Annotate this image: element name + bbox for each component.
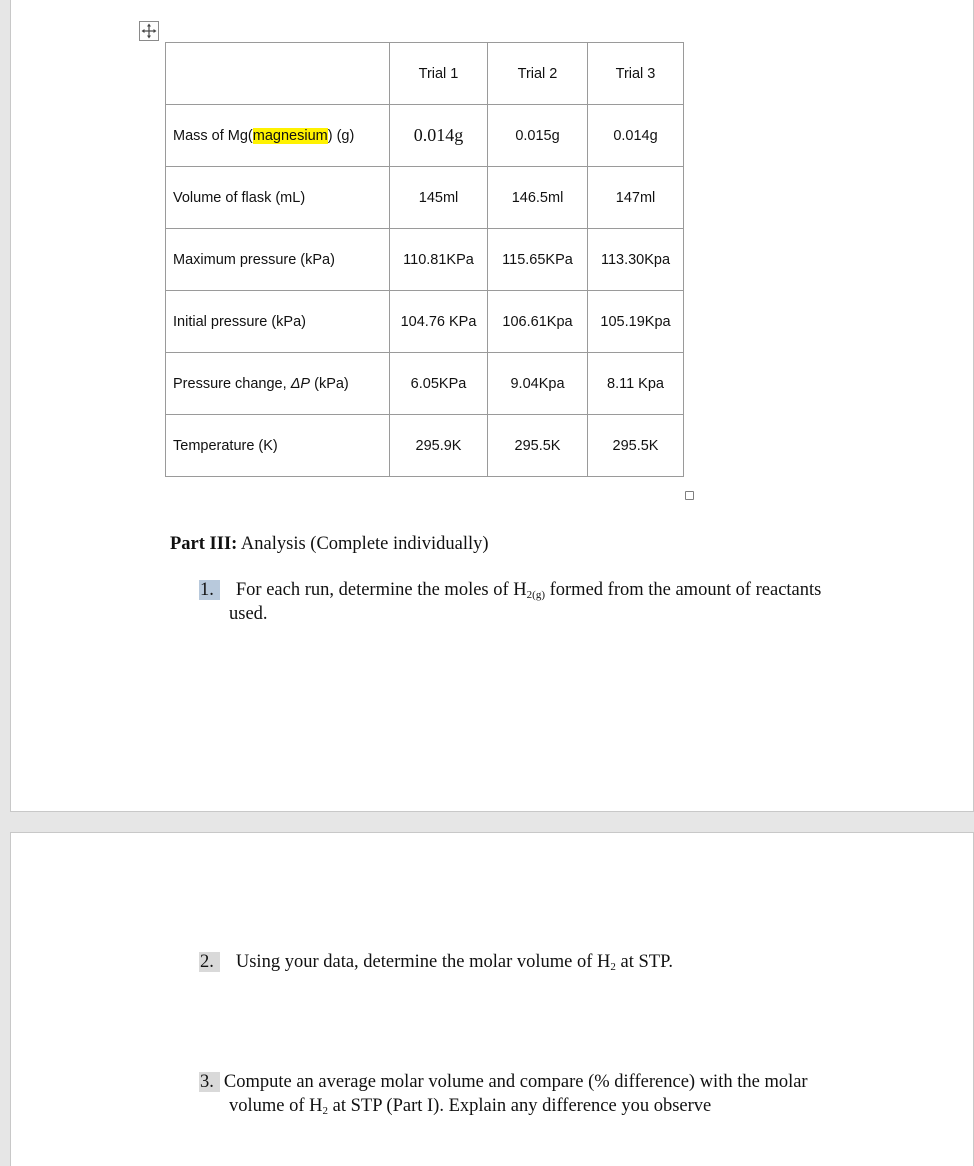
- cell-mass-trial-3[interactable]: 0.014g: [588, 105, 684, 167]
- subscript: 2(g): [526, 589, 545, 601]
- list-number: 1.: [199, 580, 220, 600]
- cell-pressure-change-trial-2[interactable]: 9.04Kpa: [488, 353, 588, 415]
- row-label-initial-pressure[interactable]: Initial pressure (kPa): [166, 291, 390, 353]
- question-text: at STP.: [615, 952, 673, 972]
- label-text: Mass of Mg(: [173, 127, 253, 144]
- question-2: [199, 952, 673, 973]
- cell-volume-trial-2[interactable]: 146.5ml: [488, 167, 588, 229]
- heading-rest: Analysis (Complete individually): [237, 534, 489, 554]
- question-text: Compute an average molar volume and compare (% difference) with the molar: [223, 1072, 808, 1092]
- delta-p-symbol: ΔP: [290, 375, 311, 392]
- question-1: [199, 580, 821, 601]
- question-text: Using your data, determine the molar volume of H: [235, 952, 611, 972]
- highlighted-text: magnesium: [252, 127, 328, 144]
- cell-temperature-trial-1[interactable]: 295.9K: [390, 415, 488, 477]
- question-text: formed from the amount of reactants: [544, 580, 822, 600]
- heading-bold: Part III:: [170, 534, 238, 554]
- cell-max-pressure-trial-2[interactable]: 115.65KPa: [488, 229, 588, 291]
- cell-temperature-trial-3[interactable]: 295.5K: [588, 415, 684, 477]
- cell-mass-trial-1[interactable]: 0.014g: [390, 105, 488, 167]
- question-text: at STP (Part I). Explain any difference you observe: [328, 1096, 712, 1116]
- list-number: 2.: [199, 952, 220, 972]
- data-table: [165, 42, 684, 477]
- label-text: ) (g): [327, 127, 355, 144]
- table-row-pressure-change: [166, 353, 684, 415]
- cell-pressure-change-trial-3[interactable]: 8.11 Kpa: [588, 353, 684, 415]
- question-text: For each run, determine the moles of H: [235, 580, 527, 600]
- label-text: Pressure change,: [173, 375, 291, 392]
- question-3-line-2: [229, 1096, 711, 1117]
- row-label-max-pressure[interactable]: Maximum pressure (kPa): [166, 229, 390, 291]
- label-text: (kPa): [310, 375, 349, 392]
- question-1-line-2: used.: [229, 604, 268, 624]
- row-label-volume[interactable]: Volume of flask (mL): [166, 167, 390, 229]
- table-row-mass: [166, 105, 684, 167]
- list-number: 3.: [199, 1072, 220, 1092]
- header-cell-trial-3[interactable]: Trial 3: [588, 43, 684, 105]
- cell-initial-pressure-trial-2[interactable]: 106.61Kpa: [488, 291, 588, 353]
- table-row-temperature: [166, 415, 684, 477]
- table-resize-handle-icon[interactable]: [685, 491, 694, 500]
- analysis-heading: [170, 534, 489, 555]
- question-3: [199, 1072, 808, 1093]
- cell-initial-pressure-trial-1[interactable]: 104.76 KPa: [390, 291, 488, 353]
- row-label-pressure-change[interactable]: [166, 353, 390, 415]
- cell-max-pressure-trial-3[interactable]: 113.30Kpa: [588, 229, 684, 291]
- row-label-temperature[interactable]: Temperature (K): [166, 415, 390, 477]
- cell-temperature-trial-2[interactable]: 295.5K: [488, 415, 588, 477]
- table-row-max-pressure: [166, 229, 684, 291]
- table-move-handle-icon[interactable]: [139, 21, 159, 41]
- header-cell-trial-2[interactable]: Trial 2: [488, 43, 588, 105]
- row-label-mass[interactable]: [166, 105, 390, 167]
- cell-volume-trial-3[interactable]: 147ml: [588, 167, 684, 229]
- header-cell-empty[interactable]: [166, 43, 390, 105]
- table-row-volume: [166, 167, 684, 229]
- header-cell-trial-1[interactable]: Trial 1: [390, 43, 488, 105]
- cell-volume-trial-1[interactable]: 145ml: [390, 167, 488, 229]
- cell-initial-pressure-trial-3[interactable]: 105.19Kpa: [588, 291, 684, 353]
- subscript: 2: [322, 1105, 329, 1117]
- cell-max-pressure-trial-1[interactable]: 110.81KPa: [390, 229, 488, 291]
- table-header-row: [166, 43, 684, 105]
- cell-pressure-change-trial-1[interactable]: 6.05KPa: [390, 353, 488, 415]
- table-row-initial-pressure: [166, 291, 684, 353]
- subscript: 2: [610, 961, 616, 973]
- question-text: volume of H: [229, 1096, 323, 1116]
- cell-mass-trial-2[interactable]: 0.015g: [488, 105, 588, 167]
